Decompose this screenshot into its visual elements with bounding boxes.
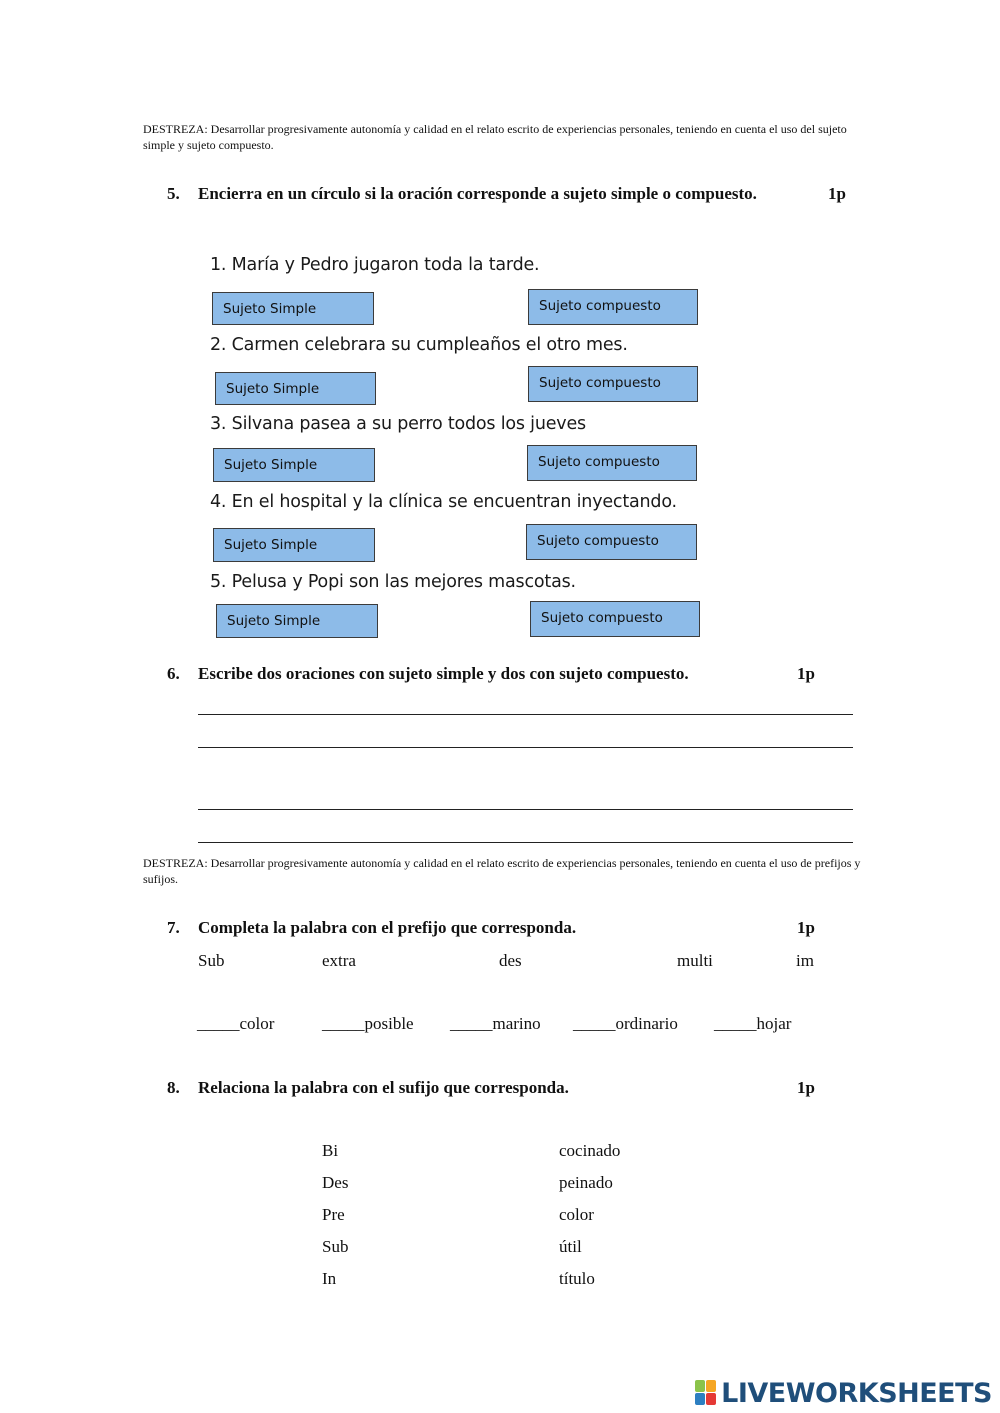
match-left-item[interactable]: Bi: [322, 1141, 339, 1160]
question-points: 1p: [797, 1078, 815, 1097]
fill-word[interactable]: _____hojar: [714, 1014, 792, 1033]
prefix-option: extra: [322, 951, 356, 970]
question-title: Completa la palabra con el prefijo que corresponda.: [198, 918, 577, 937]
answer-line-1[interactable]: [198, 714, 853, 715]
answer-line-2[interactable]: [198, 747, 853, 748]
question-number: 8.: [167, 1078, 180, 1097]
option-sujeto-simple[interactable]: Sujeto Simple: [213, 528, 375, 562]
match-right-item[interactable]: color: [559, 1205, 594, 1224]
liveworksheets-logo: [695, 1376, 992, 1410]
answer-line-4[interactable]: [198, 842, 853, 843]
match-left-item[interactable]: In: [322, 1269, 337, 1288]
prefix-option: Sub: [198, 951, 225, 970]
question-title: Encierra en un círculo si la oración corresponde a sujeto simple o compuesto.: [198, 184, 757, 203]
fill-word[interactable]: _____ordinario: [573, 1014, 678, 1033]
answer-line-3[interactable]: [198, 809, 853, 810]
brand-name: LIVEWORKSHEETS: [721, 1377, 992, 1409]
question-points: 1p: [797, 664, 815, 683]
question-number: 6.: [167, 664, 180, 683]
question-points: 1p: [828, 184, 846, 203]
question-number: 7.: [167, 918, 180, 937]
option-sujeto-compuesto[interactable]: Sujeto compuesto: [526, 524, 697, 560]
option-sujeto-simple[interactable]: Sujeto Simple: [212, 292, 374, 325]
sentence-4: 4. En el hospital y la clínica se encuentran inyectando.: [210, 492, 677, 512]
option-sujeto-compuesto[interactable]: Sujeto compuesto: [527, 445, 697, 481]
question-title: Escribe dos oraciones con sujeto simple y dos con sujeto compuesto.: [198, 664, 689, 683]
match-left-item[interactable]: Des: [322, 1173, 349, 1192]
option-sujeto-simple[interactable]: Sujeto Simple: [215, 372, 376, 405]
question-points: 1p: [797, 918, 815, 937]
fill-word[interactable]: _____posible: [322, 1014, 414, 1033]
option-sujeto-simple[interactable]: Sujeto Simple: [213, 448, 375, 482]
prefix-option: im: [796, 951, 814, 970]
match-right-item[interactable]: título: [559, 1269, 595, 1288]
sentence-3: 3. Silvana pasea a su perro todos los jueves: [210, 414, 586, 434]
fill-word[interactable]: _____marino: [450, 1014, 541, 1033]
option-sujeto-compuesto[interactable]: Sujeto compuesto: [530, 601, 700, 637]
prefix-option: multi: [677, 951, 713, 970]
sentence-5: 5. Pelusa y Popi son las mejores mascotas.: [210, 572, 576, 592]
match-right-item[interactable]: cocinado: [559, 1141, 621, 1160]
destreza-text: DESTREZA: Desarrollar progresivamente autonomía y calidad en el relato escrito de experiencias personales, teniendo en cuenta el uso del sujeto simple y sujeto compuesto.: [143, 122, 847, 152]
match-left-item[interactable]: Pre: [322, 1205, 345, 1224]
prefix-option: des: [499, 951, 522, 970]
option-sujeto-compuesto[interactable]: Sujeto compuesto: [528, 289, 698, 325]
sentence-2: 2. Carmen celebrara su cumpleaños el otro mes.: [210, 335, 628, 355]
match-left-item[interactable]: Sub: [322, 1237, 349, 1256]
option-sujeto-simple[interactable]: Sujeto Simple: [216, 604, 378, 638]
match-right-item[interactable]: útil: [559, 1237, 582, 1256]
question-number: 5.: [167, 184, 180, 203]
destreza-text: DESTREZA: Desarrollar progresivamente autonomía y calidad en el relato escrito de experiencias personales, teniendo en cuenta el uso de prefijos y sufijos.: [143, 856, 861, 886]
fill-word[interactable]: _____color: [197, 1014, 275, 1033]
question-title: Relaciona la palabra con el sufijo que corresponda.: [198, 1078, 569, 1097]
sentence-1: 1. María y Pedro jugaron toda la tarde.: [210, 255, 540, 275]
match-right-item[interactable]: peinado: [559, 1173, 613, 1192]
liveworksheets-mark-icon: [695, 1380, 717, 1406]
option-sujeto-compuesto[interactable]: Sujeto compuesto: [528, 366, 698, 402]
